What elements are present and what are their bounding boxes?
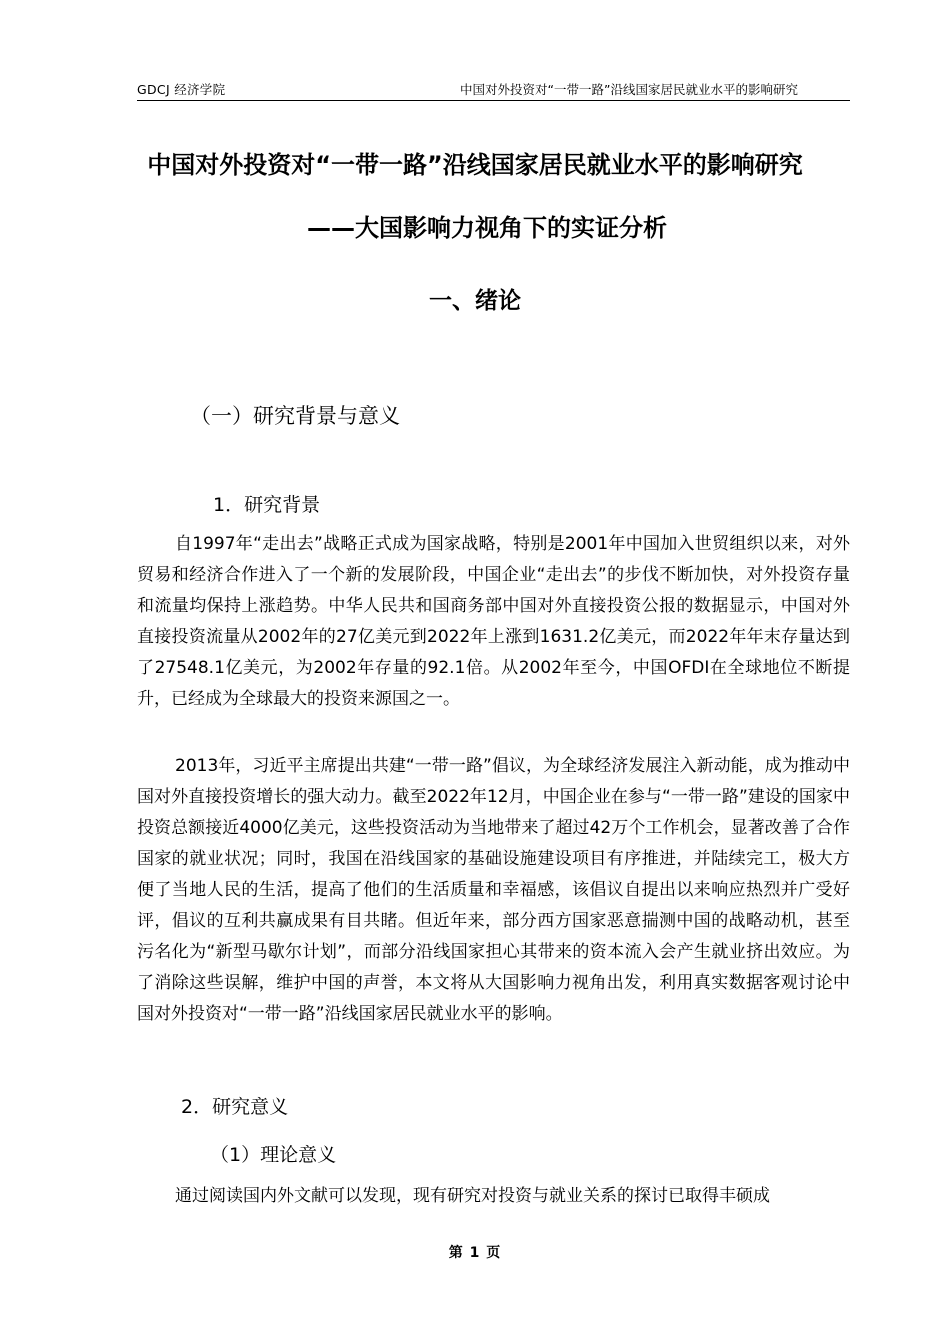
- page-number: 第 1 页: [448, 1245, 502, 1261]
- paragraph-background-1: 自1997年“走出去”战略正式成为国家战略，特别是2001年中国加入世贸组织以来，对外贸易和经济合作进入了一个新的发展阶段，中国企业“走出去”的步伐不断加快，对外投资存量和流量均保持上涨趋势。中华人民共和国商务部中国对外直接投资公报的数据显示，中国对外直接投资流量从2002年的27亿美元到2022年上涨到1631.2亿美元，而2022年年末存量达到了27548.1亿美元，为2002年存量的92.1倍。从2002年至今，中国OFDI在全球地位不断提升，已经成为全球最大的投资来源国之一。: [137, 534, 850, 709]
- paragraph-background-2: 2013年，习近平主席提出共建“一带一路”倡议，为全球经济发展注入新动能，成为推动中国对外直接投资增长的强大动力。截至2022年12月，中国企业在参与“一带一路”建设的国家中投资总额接近4000亿美元，这些投资活动为当地带来了超过42万个工作机会，显著改善了合作国家的就业状况；同时，我国在沿线国家的基础设施建设项目有序推进，并陆续完工，极大方便了当地人民的生活，提高了他们的生活质量和幸福感，该倡议自提出以来响应热烈并广受好评，倡议的互利共赢成果有目共睹。但近年来，部分西方国家恶意揣测中国的战略动机，甚至污名化为“新型马歇尔计划”，而部分沿线国家担心其带来的资本流入会产生就业挤出效应。为了消除这些误解，维护中国的声誉，本文将从大国影响力视角出发，利用真实数据客观讨论中国对外投资对“一带一路”沿线国家居民就业水平的影响。: [137, 756, 850, 1024]
- section-heading: （一）研究背景与意义: [190, 404, 400, 428]
- paper-title: 中国对外投资对“一带一路”沿线国家居民就业水平的影响研究: [147, 151, 803, 179]
- paragraph-theory: 通过阅读国内外文献可以发现，现有研究对投资与就业关系的探讨已取得丰硕成: [175, 1186, 770, 1206]
- page-header: [137, 78, 850, 101]
- chapter-heading: 一、绪论: [429, 288, 521, 314]
- header-institution: GDCJ 经济学院: [137, 82, 226, 97]
- subsection-heading-significance: 2．研究意义: [181, 1096, 289, 1118]
- paper-subtitle: ——大国影响力视角下的实证分析: [307, 214, 667, 242]
- header-paper-title: 中国对外投资对“一带一路”沿线国家居民就业水平的影响研究: [460, 82, 798, 97]
- subsubsection-heading-theory: （1）理论意义: [210, 1144, 337, 1166]
- subsection-heading-background: 1．研究背景: [213, 494, 321, 516]
